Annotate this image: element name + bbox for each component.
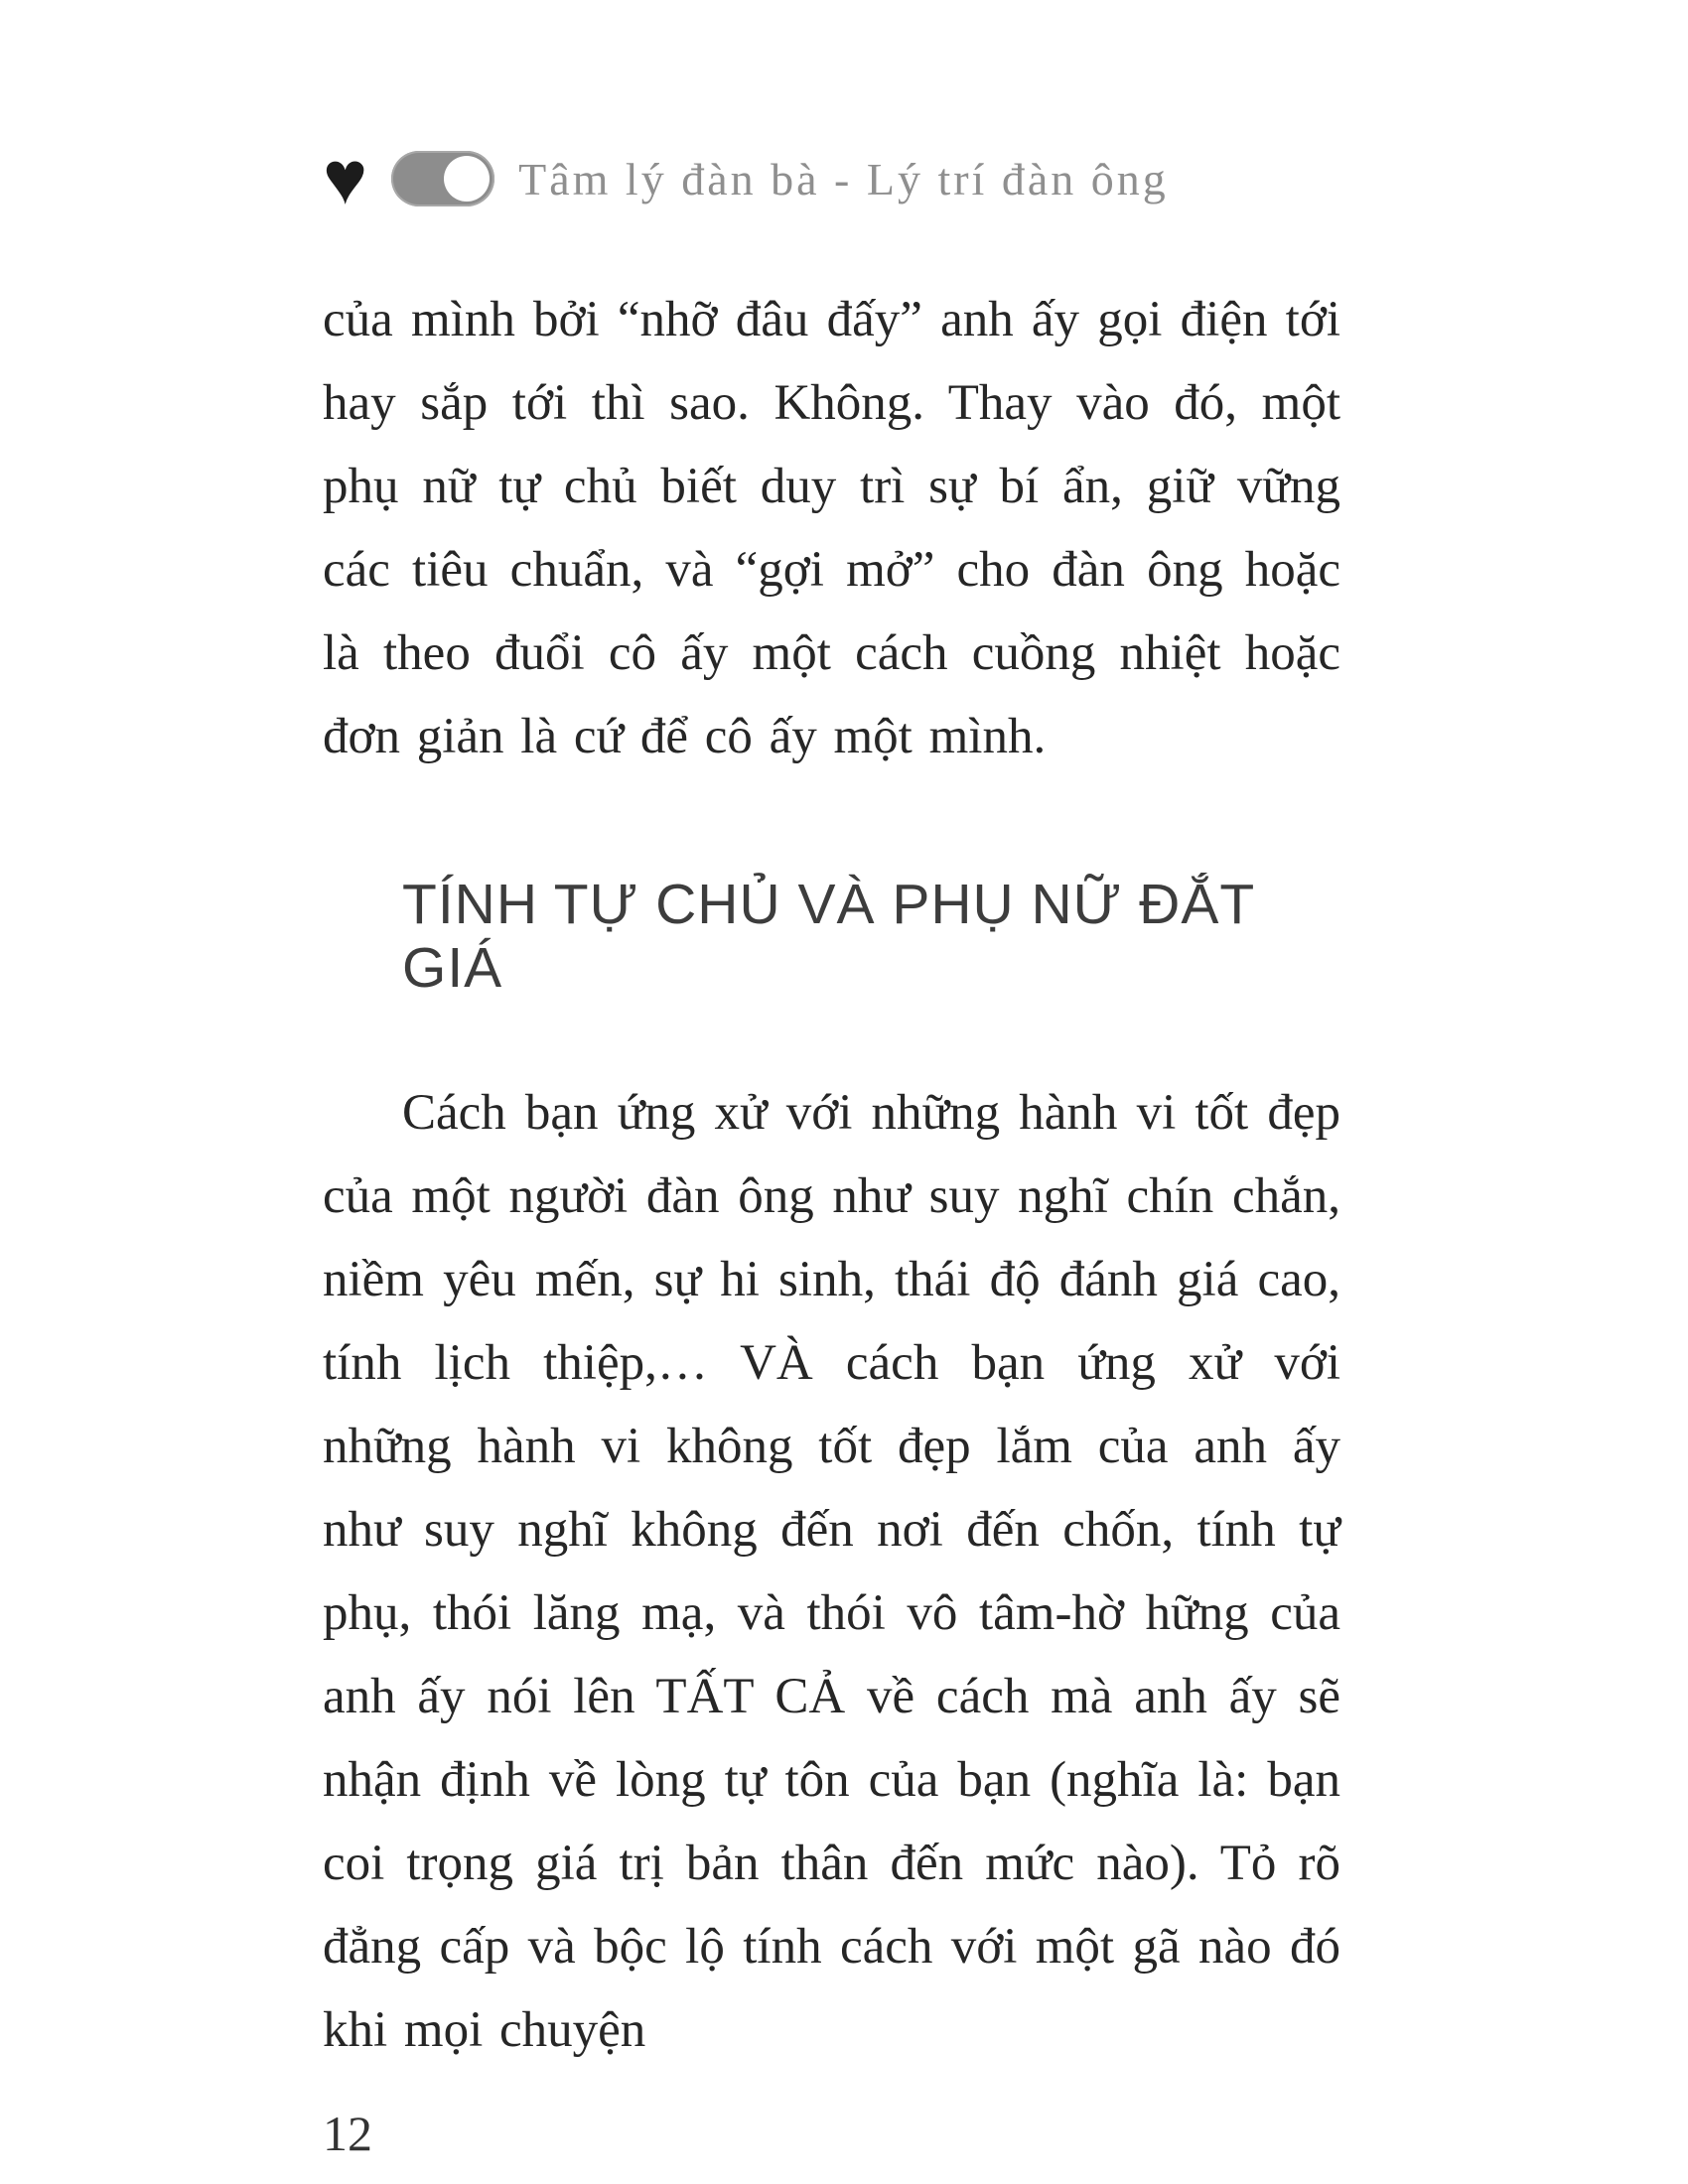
heart-icon: ♥ xyxy=(323,137,368,220)
toggle-icon xyxy=(391,151,494,206)
body-paragraph-1: của mình bởi “nhỡ đâu đấy” anh ấy gọi điện tới hay sắp tới thì sao. Không. Thay vào đó, một phụ nữ tự chủ biết duy trì sự bí ẩn, giữ vững các tiêu chuẩn, và “gợi mở” cho đàn ông hoặc là theo đuổi cô ấy một cách cuồng nhiệt hoặc đơn giản là cứ để cô ấy một mình. xyxy=(323,292,1340,764)
page-header xyxy=(323,137,1340,220)
page-content xyxy=(323,137,1340,2163)
toggle-knob-icon xyxy=(444,156,490,202)
page-number: 12 xyxy=(323,2106,372,2161)
running-head-title: Tâm lý đàn bà - Lý trí đàn ông xyxy=(518,153,1169,205)
body-paragraph-2: Cách bạn ứng xử với những hành vi tốt đẹp của một người đàn ông như suy nghĩ chín chắn, niềm yêu mến, sự hi sinh, thái độ đánh giá cao, tính lịch thiệp,… VÀ cách bạn ứng xử với những hành vi không tốt đẹp lắm của anh ấy như suy nghĩ không đến nơi đến chốn, tính tự phụ, thói lăng mạ, và thói vô tâm-hờ hững của anh ấy nói lên TẤT CẢ về cách mà anh ấy sẽ nhận định về lòng tự tôn của bạn (nghĩa là: bạn coi trọng giá trị bản thân đến mức nào). Tỏ rõ đẳng cấp và bộc lộ tính cách với một gã nào đó khi mọi chuyện xyxy=(323,1085,1340,2058)
section-heading: TÍNH TỰ CHỦ VÀ PHỤ NỮ ĐẮT GIÁ xyxy=(402,873,1255,1000)
